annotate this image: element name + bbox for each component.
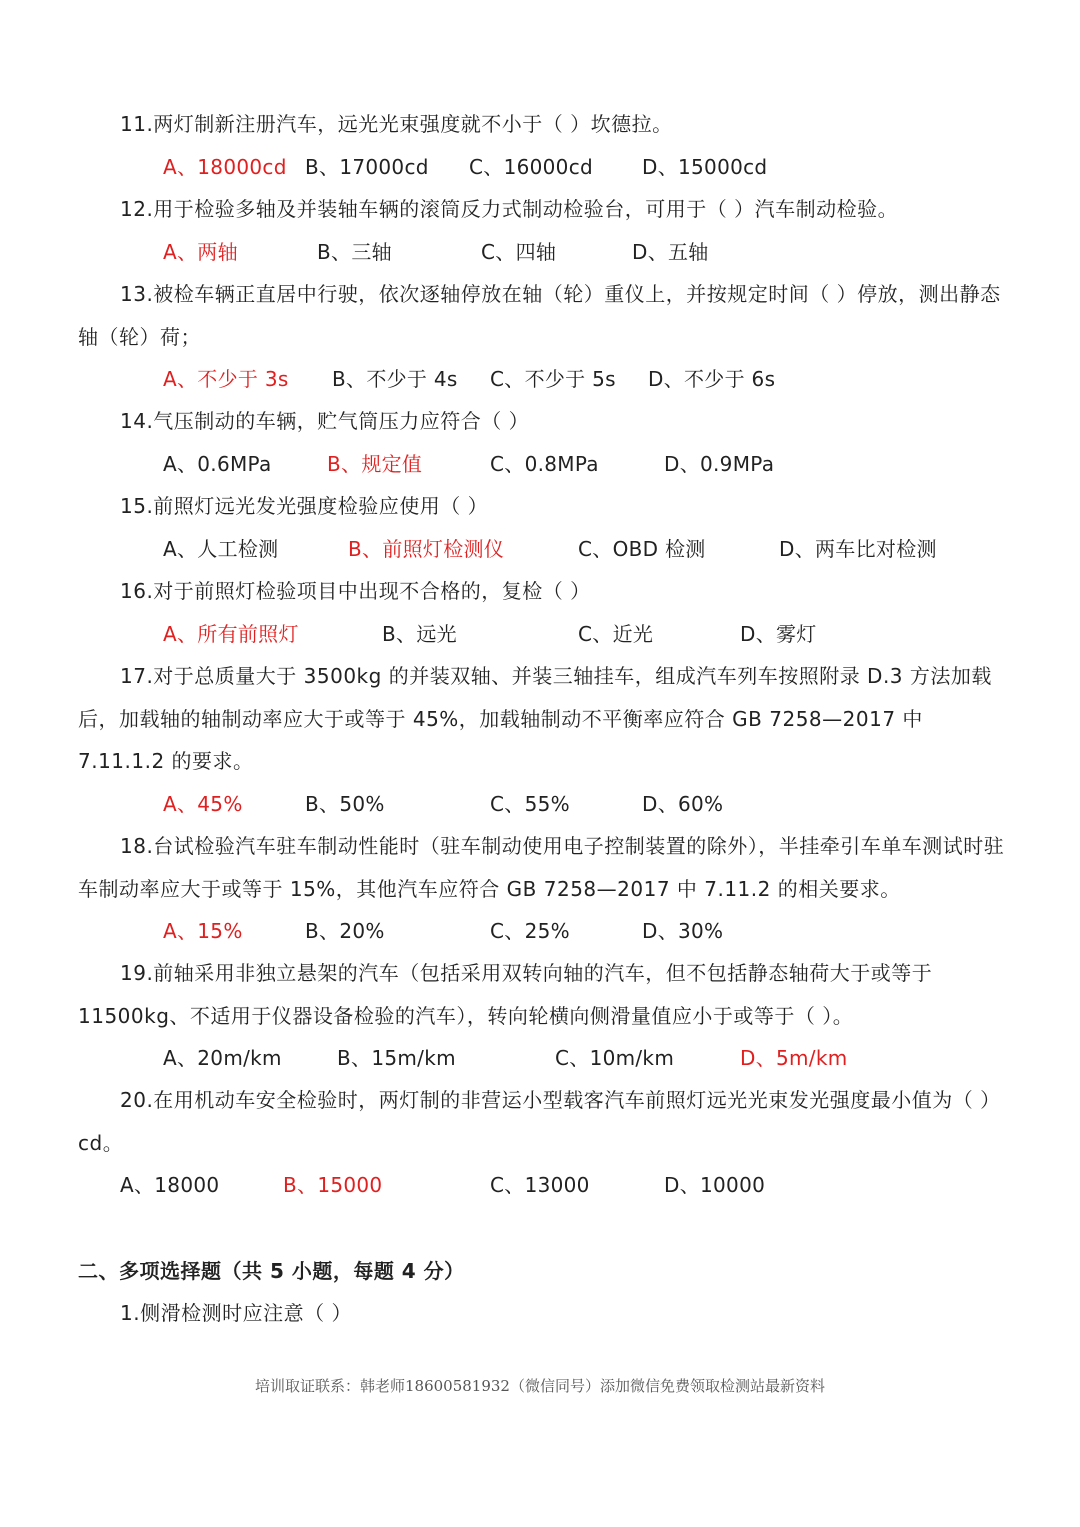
question-12: 12.用于检验多轴及并装轴车辆的滚筒反力式制动检验台，可用于（ ）汽车制动检验。	[120, 197, 899, 221]
option-18-a: A、15%	[163, 919, 243, 943]
option-17-b: B、50%	[305, 792, 385, 816]
option-19-d: D、5m/km	[740, 1046, 848, 1070]
option-11-c: C、16000cd	[469, 155, 593, 179]
section-title: 二、多项选择题（共 5 小题，每题 4 分）	[78, 1259, 465, 1283]
question-13: 13.被检车辆正直居中行驶，依次逐轴停放在轴（轮）重仪上，并按规定时间（ ）停放，测出静态轴（轮）荷；	[78, 282, 1001, 349]
option-13-a: A、不少于 3s	[163, 367, 289, 391]
options-15	[0, 528, 1080, 570]
option-13-d: D、不少于 6s	[648, 367, 776, 391]
options-19	[0, 1037, 1080, 1079]
question-15: 15.前照灯远光发光强度检验应使用（ ）	[120, 494, 489, 518]
option-18-b: B、20%	[305, 919, 385, 943]
option-18-d: D、30%	[642, 919, 724, 943]
options-18	[0, 910, 1080, 952]
option-15-c: C、OBD 检测	[578, 537, 706, 561]
option-12-c: C、四轴	[481, 240, 557, 264]
question-18: 18.台试检验汽车驻车制动性能时（驻车制动使用电子控制装置的除外），半挂牵引车单车测试时驻车制动率应大于或等于 15%，其他汽车应符合 GB 7258—2017 中 7.11.2 的相关要求。	[78, 834, 1005, 901]
option-15-d: D、两车比对检测	[779, 537, 937, 561]
options-16	[0, 613, 1080, 655]
question-19: 19.前轴采用非独立悬架的汽车（包括采用双转向轴的汽车，但不包括静态轴荷大于或等于 11500kg、不适用于仪器设备检验的汽车），转向轮横向侧滑量值应小于或等于（ ）。	[78, 961, 933, 1028]
option-12-b: B、三轴	[317, 240, 392, 264]
footer-contact: 培训取证联系：韩老师18600581932（微信同号）添加微信免费领取检测站最新资料	[255, 1377, 825, 1395]
option-14-c: C、0.8MPa	[490, 452, 599, 476]
options-12	[0, 231, 1080, 273]
question-16: 16.对于前照灯检验项目中出现不合格的，复检（ ）	[120, 579, 591, 603]
option-15-a: A、人工检测	[163, 537, 279, 561]
options-14	[0, 443, 1080, 485]
option-20-d: D、10000	[664, 1173, 766, 1197]
option-17-c: C、55%	[490, 792, 570, 816]
option-11-b: B、17000cd	[305, 155, 429, 179]
option-19-b: B、15m/km	[337, 1046, 456, 1070]
question-17: 17.对于总质量大于 3500kg 的并装双轴、并装三轴挂车，组成汽车列车按照附录 D.3 方法加载后，加载轴的轴制动率应大于或等于 45%，加载轴制动不平衡率应符合 GB 7258—2017 中 7.11.1.2 的要求。	[78, 664, 992, 773]
multi-question-1: 1.侧滑检测时应注意（ ）	[120, 1301, 352, 1325]
option-20-b: B、15000	[283, 1173, 383, 1197]
option-16-b: B、远光	[382, 622, 457, 646]
option-12-d: D、五轴	[632, 240, 709, 264]
option-11-d: D、15000cd	[642, 155, 768, 179]
option-14-b: B、规定值	[327, 452, 423, 476]
question-14: 14.气压制动的车辆，贮气筒压力应符合（ ）	[120, 409, 530, 433]
option-14-d: D、0.9MPa	[664, 452, 775, 476]
option-13-c: C、不少于 5s	[490, 367, 616, 391]
option-16-d: D、雾灯	[740, 622, 817, 646]
option-16-c: C、近光	[578, 622, 654, 646]
options-17	[0, 783, 1080, 825]
option-15-b: B、前照灯检测仪	[348, 537, 505, 561]
question-20: 20.在用机动车安全检验时，两灯制的非营运小型载客汽车前照灯远光光束发光强度最小值为（ ）cd。	[78, 1088, 1001, 1155]
option-20-a: A、18000	[120, 1173, 220, 1197]
option-14-a: A、0.6MPa	[163, 452, 272, 476]
option-19-a: A、20m/km	[163, 1046, 282, 1070]
options-13	[0, 358, 1080, 400]
option-20-c: C、13000	[490, 1173, 590, 1197]
option-11-a: A、18000cd	[163, 155, 287, 179]
option-12-a: A、两轴	[163, 240, 238, 264]
question-11: 11.两灯制新注册汽车，远光光束强度就不小于（ ）坎德拉。	[120, 112, 673, 136]
option-18-c: C、25%	[490, 919, 570, 943]
option-17-a: A、45%	[163, 792, 243, 816]
option-13-b: B、不少于 4s	[332, 367, 458, 391]
options-11	[0, 146, 1080, 188]
options-20	[0, 1164, 1080, 1206]
option-19-c: C、10m/km	[555, 1046, 675, 1070]
option-16-a: A、所有前照灯	[163, 622, 299, 646]
option-17-d: D、60%	[642, 792, 724, 816]
